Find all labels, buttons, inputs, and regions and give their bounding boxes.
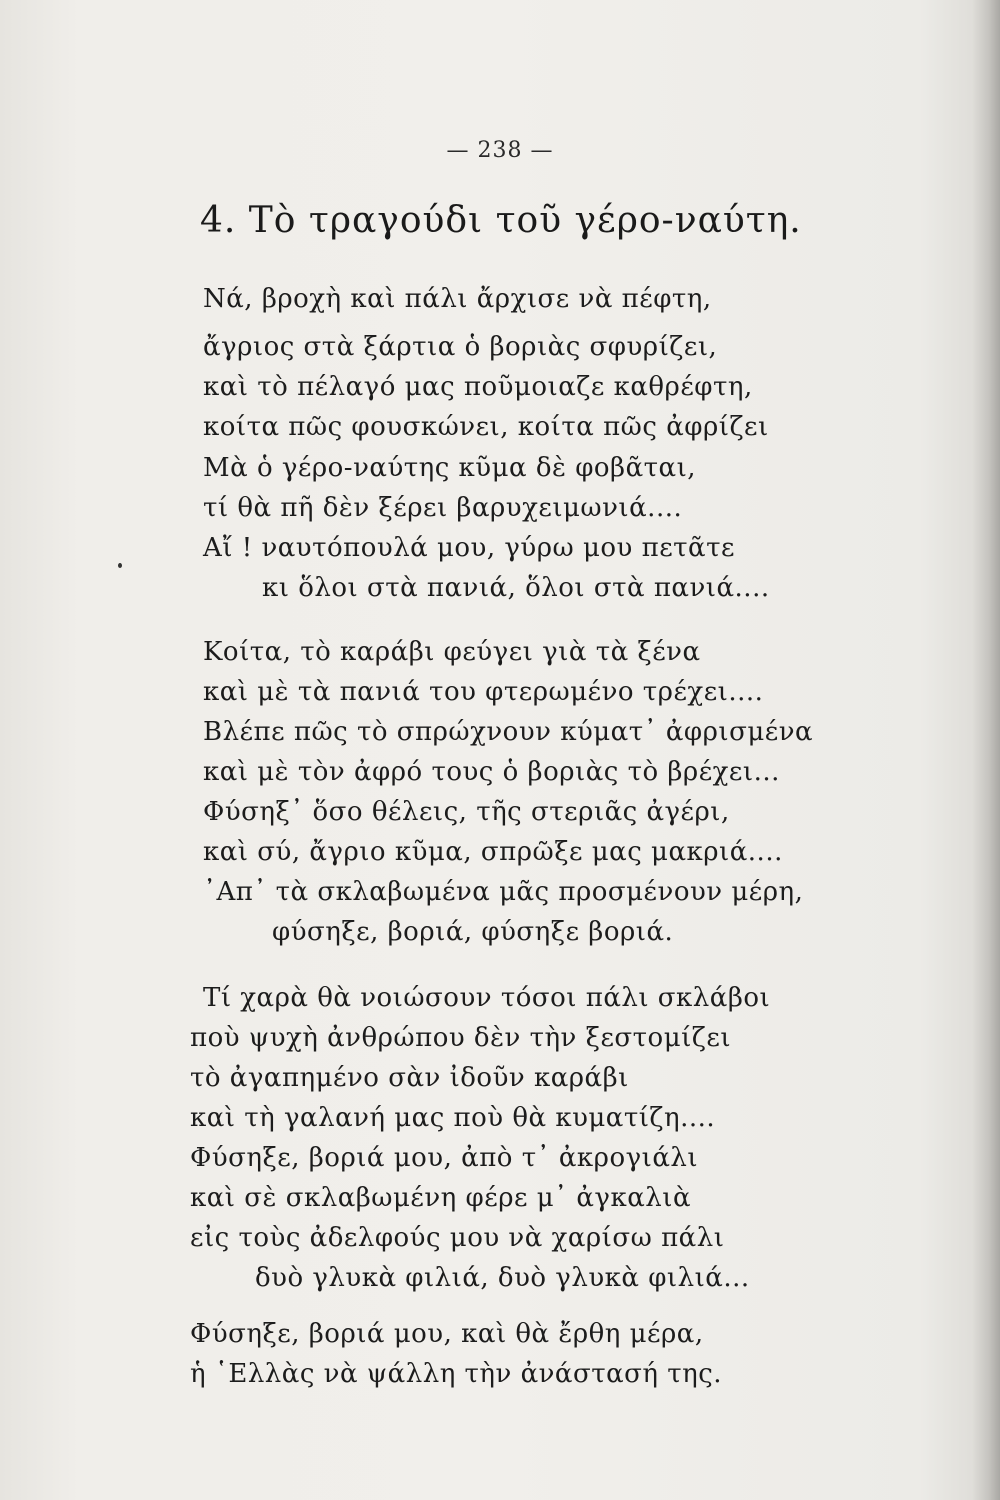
poem-line: καὶ μὲ τὰ πανιά του φτερωμένο τρέχει.... (203, 677, 764, 707)
poem-line: τὸ ἀγαπημένο σὰν ἰδοῦν καράβι (190, 1063, 629, 1093)
poem-line: καὶ μὲ τὸν ἀφρό τους ὁ βοριὰς τὸ βρέχει... (203, 757, 780, 787)
poem-line: Φύσηξ᾽ ὅσο θέλεις, τῆς στεριᾶς ἀγέρι, (203, 797, 730, 827)
poem-line: Μὰ ὁ γέρο-ναύτης κῦμα δὲ φοβᾶται, (203, 453, 697, 483)
poem-line: Νά, βροχὴ καὶ πάλι ἄρχισε νὰ πέφτη, (203, 284, 712, 314)
poem-line: Αἴ ! ναυτόπουλά μου, γύρω μου πετᾶτε (203, 533, 735, 563)
poem-line: καὶ σύ, ἄγριο κῦμα, σπρῶξε μας μακριά.... (203, 837, 783, 867)
poem-title: 4. Τὸ τραγούδι τοῦ γέρο-ναύτη. (200, 200, 802, 241)
poem-line: ποὺ ψυχὴ ἀνθρώπου δὲν τὴν ξεστομίζει (190, 1023, 732, 1053)
poem-line: δυὸ γλυκὰ φιλιά, δυὸ γλυκὰ φιλιά... (255, 1263, 750, 1293)
poem-line: καὶ σὲ σκλαβωμένη φέρε μ᾽ ἀγκαλιὰ (190, 1183, 692, 1213)
page-gutter-shadow (972, 0, 1000, 1500)
poem-line: φύσηξε, βοριά, φύσηξε βοριά. (272, 917, 674, 947)
poem-line: τί θὰ πῆ δὲν ξέρει βαρυχειμωνιά.... (203, 493, 683, 523)
poem-line: Τί χαρὰ θὰ νοιώσουν τόσοι πάλι σκλάβοι (203, 983, 771, 1013)
poem-line: ἡ ῾Ελλὰς νὰ ψάλλη τὴν ἀνάστασή της. (190, 1359, 723, 1389)
poem-line: Φύσηξε, βοριά μου, ἀπὸ τ᾽ ἀκρογιάλι (190, 1143, 699, 1173)
ink-speck (118, 563, 122, 568)
poem-line: Φύσηξε, βοριά μου, καὶ θὰ ἔρθη μέρα, (190, 1319, 704, 1349)
poem-line: ᾽Απ᾽ τὰ σκλαβωμένα μᾶς προσμένουν μέρη, (203, 877, 804, 907)
poem-line: καὶ τὸ πέλαγό μας ποῦμοιαζε καθρέφτη, (203, 372, 753, 402)
poem-line: εἰς τοὺς ἀδελφούς μου νὰ χαρίσω πάλι (190, 1223, 725, 1253)
poem-line: Κοίτα, τὸ καράβι φεύγει γιὰ τὰ ξένα (203, 637, 701, 667)
poem-line: Βλέπε πῶς τὸ σπρώχνουν κύματ᾽ ἀφρισμένα (203, 717, 814, 747)
poem-line: ἄγριος στὰ ξάρτια ὁ βοριὰς σφυρίζει, (203, 332, 718, 362)
poem-line: κοίτα πῶς φουσκώνει, κοίτα πῶς ἀφρίζει (203, 412, 769, 442)
poem-line: καὶ τὴ γαλανή μας ποὺ θὰ κυματίζη.... (190, 1103, 716, 1133)
poem-line: κι ὅλοι στὰ πανιά, ὅλοι στὰ πανιά.... (262, 573, 770, 603)
page-number: — 238 — (446, 138, 554, 163)
